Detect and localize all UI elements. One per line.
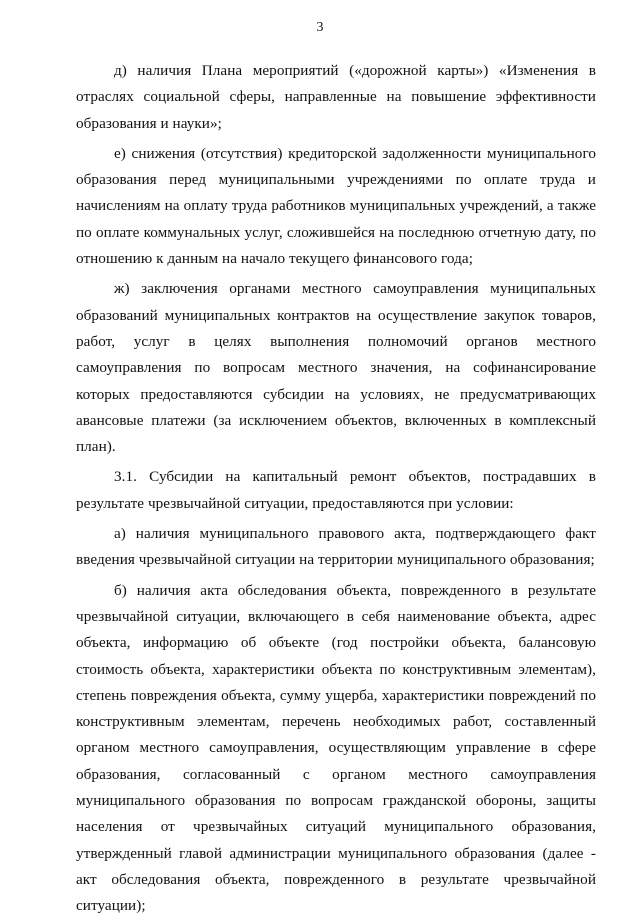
document-body [76, 58, 596, 924]
paragraph-b: б) наличия акта обследования объекта, поврежденного в результате чрезвычайной ситуации, включающего в себя наименование объекта, адрес объекта, информацию об объекте (год постройки объекта, балансовую стоимость объекта, характеристики объекта по конструктивным элементам), степень повреждения объекта, сумму ущерба, характеристики повреждений по конструктивным элементам, перечень необходимых работ, составленный органом местного самоуправления, осуществляющим управление в сфере образования, согласованный с органом местного самоуправления муниципального образования по вопросам гражданской обороны, защиты населения от чрезвычайных ситуаций муниципального образования, утвержденный главой администрации муниципального образования (далее - акт обследования объекта, поврежденного в результате чрезвычайной ситуации); [76, 581, 596, 915]
paragraph-zh: ж) заключения органами местного самоуправления муниципальных образований муниципальных контрактов на осуществление закупок товаров, работ, услуг в целях выполнения полномочий органов местного самоуправления по вопросам местного значения, на софинансирование которых предоставляются субсидии на условиях, не предусматривающих авансовые платежи (за исключением объектов, включенных в комплексный план). [76, 280, 596, 456]
paragraph-a: а) наличия муниципального правового акта, подтверждающего факт введения чрезвычайной ситуации на территории муниципального образования; [76, 525, 596, 569]
paragraph-e: е) снижения (отсутствия) кредиторской задолженности муниципального образования перед муниципальными учреждениями по оплате труда и начислениям на оплату труда работников муниципальных учреждений, а также по оплате коммунальных услуг, сложившейся на последнюю отчетную дату, по отношению к данным на начало текущего финансового года; [76, 144, 596, 268]
paragraph-3-1: 3.1. Субсидии на капитальный ремонт объектов, пострадавших в результате чрезвычайной ситуации, предоставляются при условии: [76, 468, 596, 512]
page-number: 3 [316, 20, 324, 35]
paragraph-d: д) наличия Плана мероприятий («дорожной карты») «Изменения в отраслях социальной сферы, направленные на повышение эффективности образования и науки»; [76, 62, 596, 132]
